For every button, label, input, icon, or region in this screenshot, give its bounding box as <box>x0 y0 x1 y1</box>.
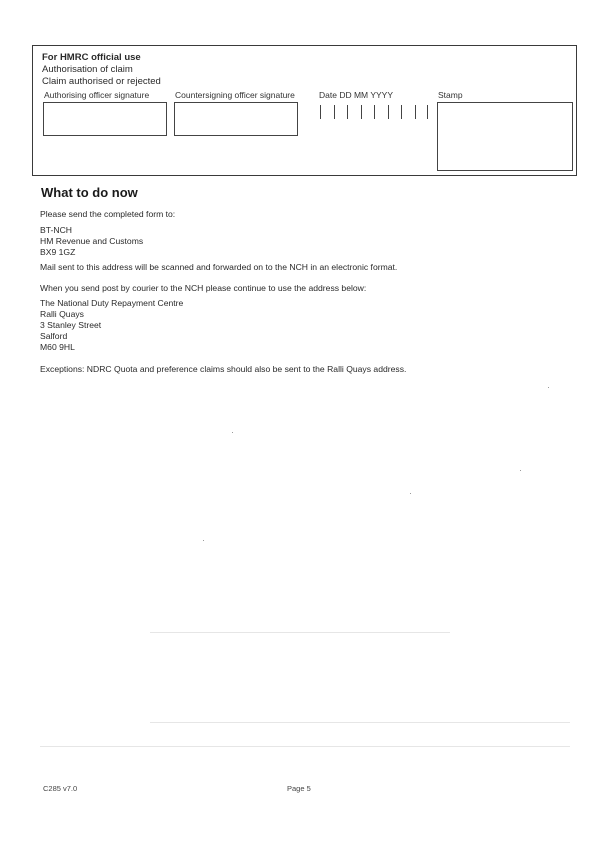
date-cell[interactable] <box>388 105 402 119</box>
stamp-label: Stamp <box>438 90 463 100</box>
date-cell[interactable] <box>415 105 429 119</box>
scan-speck <box>548 387 549 388</box>
countersigning-signature-label: Countersigning officer signature <box>175 90 295 100</box>
date-cell[interactable] <box>361 105 375 119</box>
date-cell[interactable] <box>347 105 361 119</box>
claim-status-line: Claim authorised or rejected <box>42 76 161 87</box>
address-line: BT-NCH <box>40 225 72 235</box>
address-line: Ralli Quays <box>40 309 84 319</box>
courier-intro: When you send post by courier to the NCH please continue to use the address below: <box>40 283 367 293</box>
what-to-do-title: What to do now <box>41 185 138 200</box>
scan-speck <box>520 470 521 471</box>
authorisation-line: Authorisation of claim <box>42 64 133 75</box>
address-line: Salford <box>40 331 68 341</box>
bleed-through-line <box>150 722 570 723</box>
address-line: 3 Stanley Street <box>40 320 102 330</box>
bleed-through-line <box>150 632 450 633</box>
send-intro: Please send the completed form to: <box>40 209 176 219</box>
address-line: BX9 1GZ <box>40 247 76 257</box>
address-line: M60 9HL <box>40 342 75 352</box>
form-code: C285 v7.0 <box>43 784 78 793</box>
authorising-signature-field[interactable] <box>43 102 167 136</box>
exceptions-note: Exceptions: NDRC Quota and preference claims should also be sent to the Ralli Quays address. <box>40 364 407 374</box>
page-number: Page 5 <box>287 784 311 793</box>
date-cell[interactable] <box>401 105 415 119</box>
address-line: The National Duty Repayment Centre <box>40 298 184 308</box>
date-cell[interactable] <box>320 105 334 119</box>
countersigning-signature-field[interactable] <box>174 102 298 136</box>
address-line: HM Revenue and Customs <box>40 236 144 246</box>
scan-speck <box>203 540 204 541</box>
date-label: Date DD MM YYYY <box>319 90 394 100</box>
date-cell[interactable] <box>334 105 348 119</box>
stamp-field[interactable] <box>437 102 573 171</box>
bleed-through-line <box>40 746 570 747</box>
hmrc-official-use-box <box>32 45 577 176</box>
scan-speck <box>410 493 411 494</box>
date-cell[interactable] <box>374 105 388 119</box>
scan-note: Mail sent to this address will be scanned and forwarded on to the NCH in an electronic format. <box>40 262 398 272</box>
authorising-signature-label: Authorising officer signature <box>44 90 150 100</box>
official-use-heading: For HMRC official use <box>42 52 141 63</box>
scan-speck <box>232 432 233 433</box>
date-input-cells[interactable] <box>320 105 428 119</box>
